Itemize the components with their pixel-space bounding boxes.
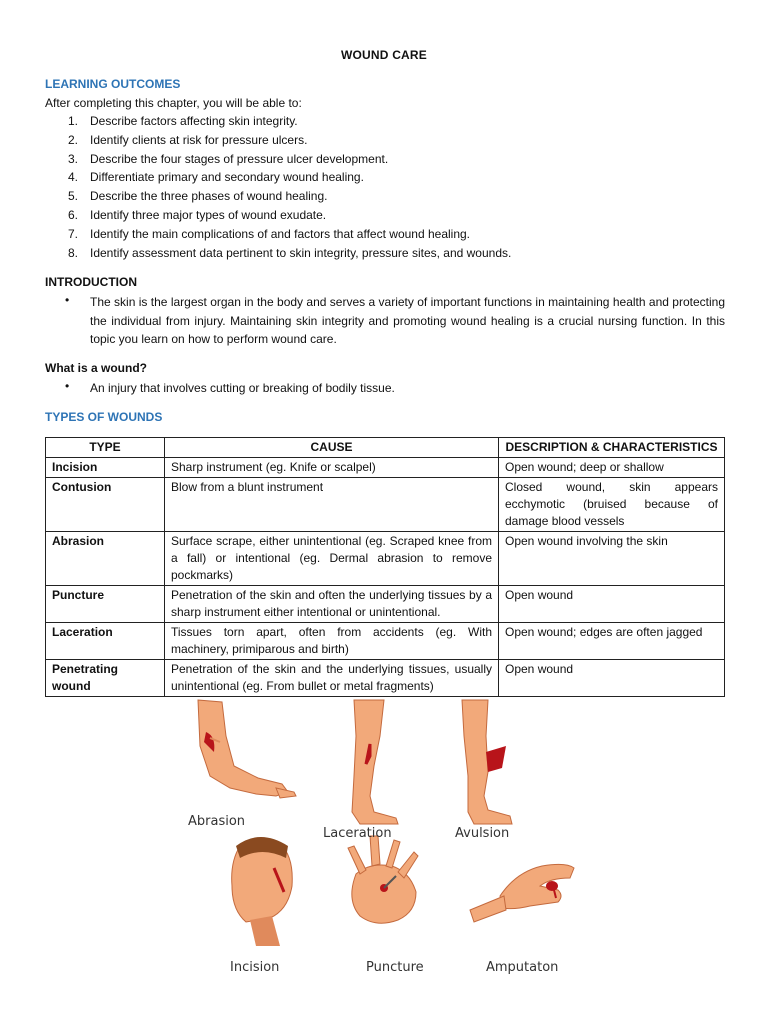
list-number: 2.: [68, 132, 79, 147]
abrasion-arm-image: [198, 700, 296, 798]
bullet-icon: •: [65, 293, 70, 307]
description-cell: Open wound; edges are often jagged: [499, 623, 725, 660]
list-item-text: Identify assessment data pertinent to skin integrity, pressure sites, and wounds.: [90, 245, 512, 260]
list-item: [45, 112, 725, 131]
wound-types-illustration: [170, 696, 590, 986]
type-cell: Laceration: [46, 623, 165, 660]
list-number: 7.: [68, 226, 79, 241]
amputation-hand-image: [470, 864, 574, 922]
column-header-cause: CAUSE: [165, 438, 499, 458]
list-item: [45, 244, 725, 263]
table-row: [46, 660, 725, 697]
wound-illustration-svg: [170, 696, 590, 986]
wound-definition-bullet: [45, 379, 725, 398]
type-cell: Incision: [46, 458, 165, 478]
list-item-text: Identify the main complications of and factors that affect wound healing.: [90, 226, 471, 241]
list-number: 8.: [68, 245, 79, 260]
cause-cell: Penetration of the skin and the underlying tissues, usually unintentional (eg. From bullet or metal fragments): [165, 660, 499, 697]
description-cell: Open wound: [499, 586, 725, 623]
type-cell: Penetrating wound: [46, 660, 165, 697]
incision-face-image: [232, 837, 293, 946]
amputation-label: Amputaton: [486, 960, 559, 975]
cause-cell: Sharp instrument (eg. Knife or scalpel): [165, 458, 499, 478]
avulsion-label: Avulsion: [455, 826, 510, 841]
list-item: [45, 168, 725, 187]
list-number: 1.: [68, 114, 79, 128]
list-item-text: Describe the four stages of pressure ulcer development.: [90, 151, 389, 166]
list-number: 3.: [68, 151, 79, 166]
list-item: [45, 187, 725, 206]
type-cell: Puncture: [46, 586, 165, 623]
list-number: 5.: [68, 189, 79, 204]
table-row: [46, 532, 725, 586]
bullet-icon: •: [65, 379, 70, 393]
wound-types-table: [45, 437, 725, 697]
table-row: [46, 478, 725, 532]
list-item: [45, 206, 725, 225]
learning-outcomes-intro: After completing this chapter, you will be able to:: [45, 96, 302, 110]
types-heading: TYPES OF WOUNDS: [45, 410, 163, 424]
type-cell: Contusion: [46, 478, 165, 532]
learning-outcomes-heading: LEARNING OUTCOMES: [45, 77, 181, 91]
description-cell: Closed wound, skin appears ecchymotic (bruised because of damage blood vessels: [499, 478, 725, 532]
list-item-text: Identify three major types of wound exudate.: [90, 207, 327, 222]
list-item-text: Differentiate primary and secondary wound healing.: [90, 170, 364, 185]
list-number: 6.: [68, 207, 79, 222]
list-number: 4.: [68, 170, 79, 185]
list-item: [45, 225, 725, 244]
introduction-heading: INTRODUCTION: [45, 275, 137, 289]
page-title: WOUND CARE: [341, 48, 427, 62]
laceration-leg-image: [352, 700, 398, 824]
list-item-text: Describe the three phases of wound healing.: [90, 189, 328, 204]
table-header-row: [46, 438, 725, 458]
table-row: [46, 623, 725, 660]
cause-cell: Surface scrape, either unintentional (eg. Scraped knee from a fall) or intentional (eg. Dermal abrasion to remove pockmarks): [165, 532, 499, 586]
wound-definition-text: An injury that involves cutting or breaking of bodily tissue.: [90, 381, 395, 395]
incision-label: Incision: [230, 960, 280, 975]
cause-cell: Blow from a blunt instrument: [165, 478, 499, 532]
list-item: [45, 150, 725, 169]
type-cell: Abrasion: [46, 532, 165, 586]
list-item: [45, 131, 725, 150]
learning-outcomes-list: [45, 112, 725, 262]
introduction-text: The skin is the largest organ in the body and serves a variety of important functions in maintaining health and protecting the individual from injury. Maintaining skin integrity and promoting wound healing is a crucial nursing function. In this topic you learn on how to perform wound care.: [90, 295, 725, 346]
column-header-type: TYPE: [46, 438, 165, 458]
list-item-text: Describe factors affecting skin integrity.: [90, 114, 298, 128]
description-cell: Open wound involving the skin: [499, 532, 725, 586]
description-cell: Open wound; deep or shallow: [499, 458, 725, 478]
description-cell: Open wound: [499, 660, 725, 697]
table-row: [46, 586, 725, 623]
table-row: [46, 458, 725, 478]
column-header-description: DESCRIPTION & CHARACTERISTICS: [499, 438, 725, 458]
laceration-label: Laceration: [323, 826, 392, 841]
list-item-text: Identify clients at risk for pressure ulcers.: [90, 132, 308, 147]
avulsion-leg-image: [462, 700, 512, 824]
puncture-hand-image: [348, 836, 418, 923]
wound-question: What is a wound?: [45, 361, 147, 375]
cause-cell: Tissues torn apart, often from accidents (eg. With machinery, primiparous and birth): [165, 623, 499, 660]
abrasion-label: Abrasion: [188, 814, 246, 829]
puncture-label: Puncture: [366, 960, 424, 975]
cause-cell: Penetration of the skin and often the underlying tissues by a sharp instrument either intentional or unintentional.: [165, 586, 499, 623]
introduction-bullet: [45, 293, 725, 349]
